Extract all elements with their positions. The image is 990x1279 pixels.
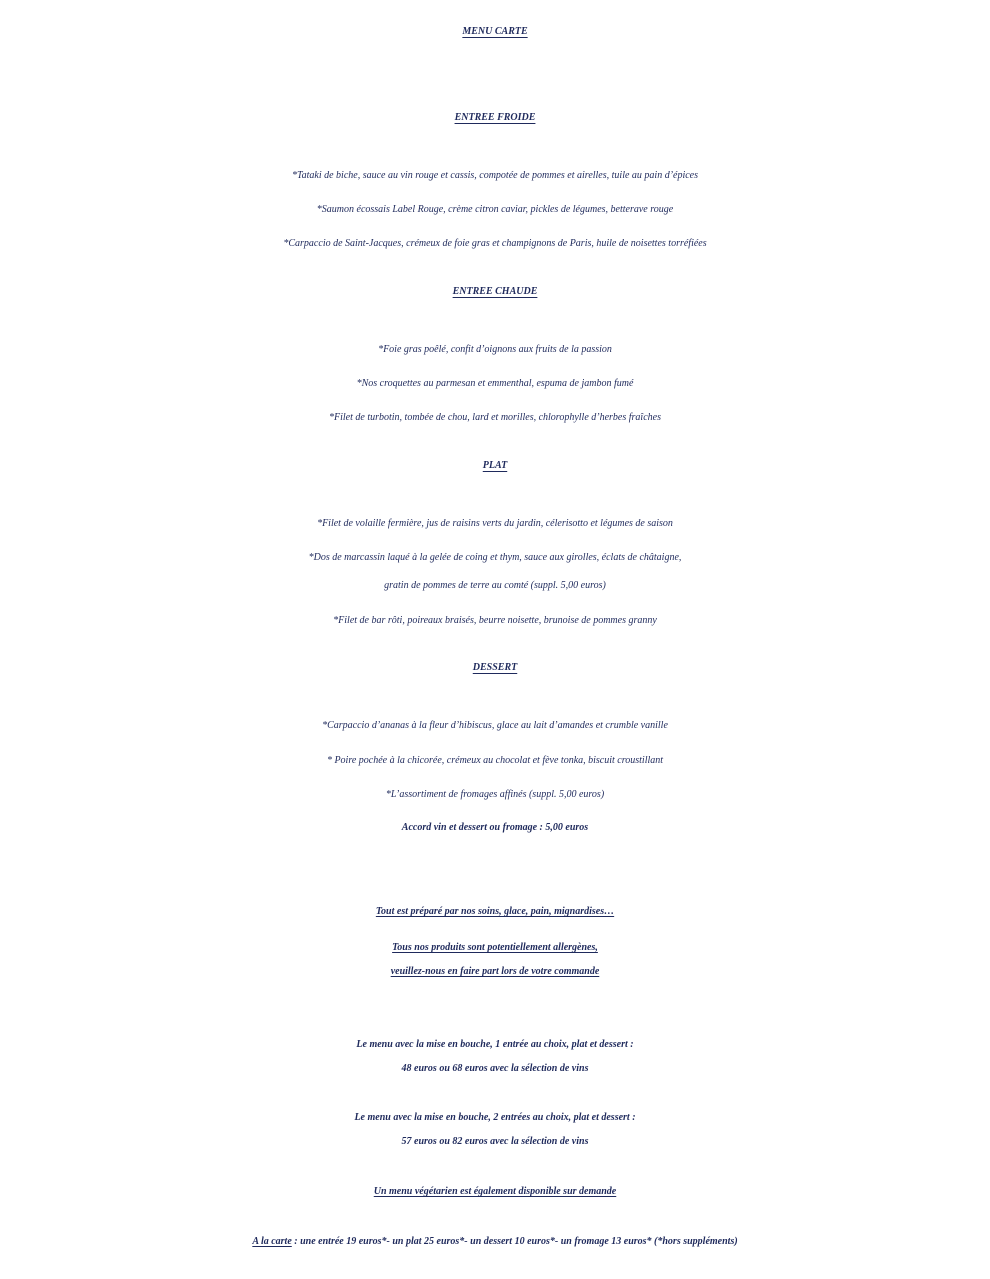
wine-pairing-note: Accord vin et dessert ou fromage : 5,00 euros <box>401 822 589 833</box>
menu-formula-1-price: 48 euros ou 68 euros avec la sélection de vins <box>401 1063 589 1074</box>
menu-formula-2-price: 57 euros ou 82 euros avec la sélection de vins <box>401 1136 589 1147</box>
menu-item-continuation: gratin de pommes de terre au comté (suppl. 5,00 euros) <box>384 580 606 591</box>
menu-item: *Tataki de biche, sauce au vin rouge et cassis, compotée de pommes et airelles, tuile au pain d’épices <box>291 170 699 181</box>
menu-item: *Filet de turbotin, tombée de chou, lard et morilles, chlorophylle d’herbes fraîches <box>329 412 661 423</box>
section-title-dessert: DESSERT <box>472 662 518 673</box>
menu-formula-1-line1: Le menu avec la mise en bouche, 1 entrée au choix, plat et dessert : <box>356 1039 634 1050</box>
menu-formula-2-line1: Le menu avec la mise en bouche, 2 entrées au choix, plat et dessert : <box>354 1112 636 1123</box>
menu-item: *Saumon écossais Label Rouge, crème citron caviar, pickles de légumes, betterave rouge <box>316 204 674 215</box>
allergen-note-line1: Tous nos produits sont potentiellement allergènes, <box>392 942 598 953</box>
section-title-entree-chaude: ENTREE CHAUDE <box>452 286 538 297</box>
menu-item: *Filet de bar rôti, poireaux braisés, beurre noisette, brunoise de pommes granny <box>333 615 657 626</box>
menu-item: *Filet de volaille fermière, jus de raisins verts du jardin, célerisotto et légumes de saison <box>317 518 673 529</box>
section-title-entree-froide: ENTREE FROIDE <box>454 112 536 123</box>
menu-item: *Dos de marcassin laqué à la gelée de coing et thym, sauce aux girolles, éclats de châtaigne, <box>308 552 682 563</box>
a-la-carte-prices: : une entrée 19 euros*- un plat 25 euros*- un dessert 10 euros*- un fromage 13 euros* (*hors suppléments) <box>291 1236 738 1247</box>
menu-item: *Carpaccio d’ananas à la fleur d’hibiscus, glace au lait d’amandes et crumble vanille <box>322 720 668 731</box>
menu-item: *Carpaccio de Saint-Jacques, crémeux de foie gras et champignons de Paris, huile de noisettes torréfiées <box>283 238 707 249</box>
vegetarian-note: Un menu végétarien est également disponible sur demande <box>373 1186 617 1197</box>
menu-item: * Poire pochée à la chicorée, crémeux au chocolat et fève tonka, biscuit croustillant <box>326 755 664 766</box>
menu-item: *Nos croquettes au parmesan et emmenthal, espuma de jambon fumé <box>356 378 634 389</box>
a-la-carte-label: A la carte <box>252 1236 292 1247</box>
menu-item: *L’assortiment de fromages affinés (suppl. 5,00 euros) <box>385 789 605 800</box>
homemade-note: Tout est préparé par nos soins, glace, pain, mignardises… <box>375 906 615 917</box>
allergen-note-line2: veuillez-nous en faire part lors de votre commande <box>390 966 600 977</box>
menu-title: MENU CARTE <box>462 26 528 37</box>
section-title-plat: PLAT <box>482 460 508 471</box>
a-la-carte-pricing <box>0 1236 990 1247</box>
menu-item: *Foie gras poêlé, confit d’oignons aux fruits de la passion <box>378 344 612 355</box>
